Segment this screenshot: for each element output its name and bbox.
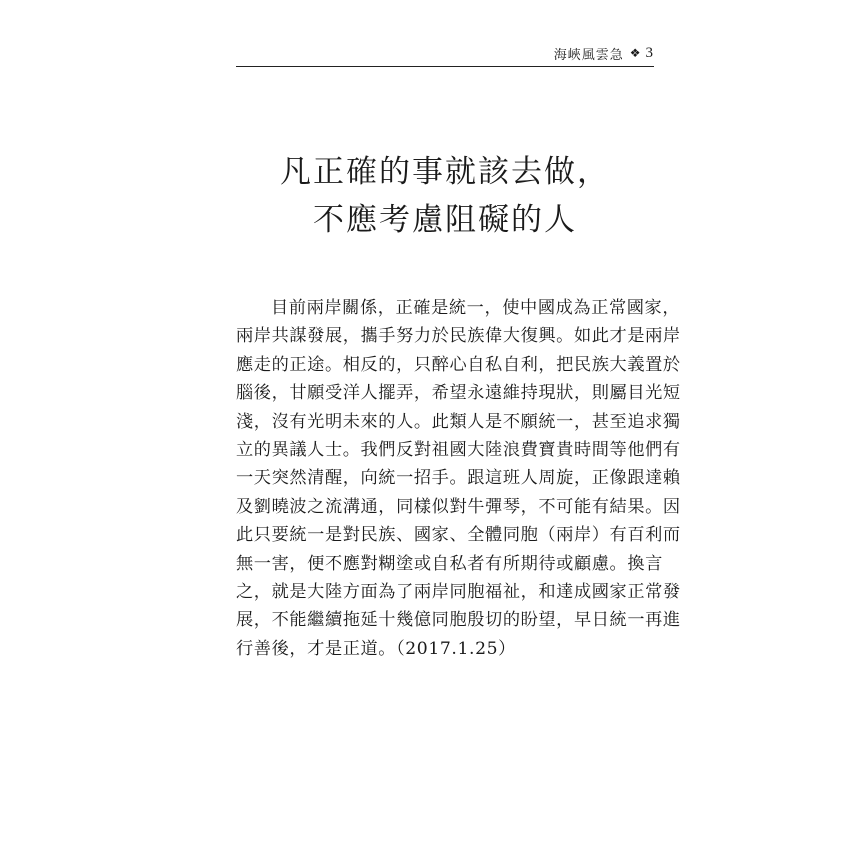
diamond-ornament-icon: ❖ [629,46,642,60]
page-number: 3 [645,44,654,61]
article-title-line: 不應考慮阻礙的人 [313,202,577,238]
body-line: 此只要統一是對民族、國家、全體同胞（兩岸）有百利而 [236,525,681,546]
body-line: 行善後，才是正道。（2017.1.25） [236,638,516,659]
running-header [236,40,654,66]
body-line: 一天突然清醒，向統一招手。跟這班人周旋，正像跟達賴 [236,468,681,489]
article-body [236,294,681,663]
body-line: 展，不能繼續拖延十幾億同胞殷切的盼望，早日統一再進 [236,610,681,631]
header-rule [236,66,654,67]
article-title [236,148,654,244]
body-line: 及劉曉波之流溝通，同樣似對牛彈琴，不可能有結果。因 [236,496,681,517]
body-line: 立的異議人士。我們反對祖國大陸浪費寶貴時間等他們有 [236,439,681,460]
body-line: 淺，沒有光明未來的人。此類人是不願統一，甚至追求獨 [236,411,681,432]
body-line: 無一害，便不應對糊塗或自私者有所期待或顧慮。換言 [236,553,663,574]
body-line: 之，就是大陸方面為了兩岸同胞福祉，和達成國家正常發 [236,581,681,602]
article-title-line: 凡正確的事就該去做， [280,154,610,190]
body-line: 兩岸共謀發展，攜手努力於民族偉大復興。如此才是兩岸 [236,326,681,347]
body-line: 腦後，甘願受洋人擺弄，希望永遠維持現狀，則屬目光短 [236,383,681,404]
body-line: 目前兩岸關係，正確是統一，使中國成為正常國家， [271,298,681,318]
running-title: 海峽風雲急 [553,47,624,63]
body-line: 應走的正途。相反的，只醉心自私自利，把民族大義置於 [236,354,681,375]
